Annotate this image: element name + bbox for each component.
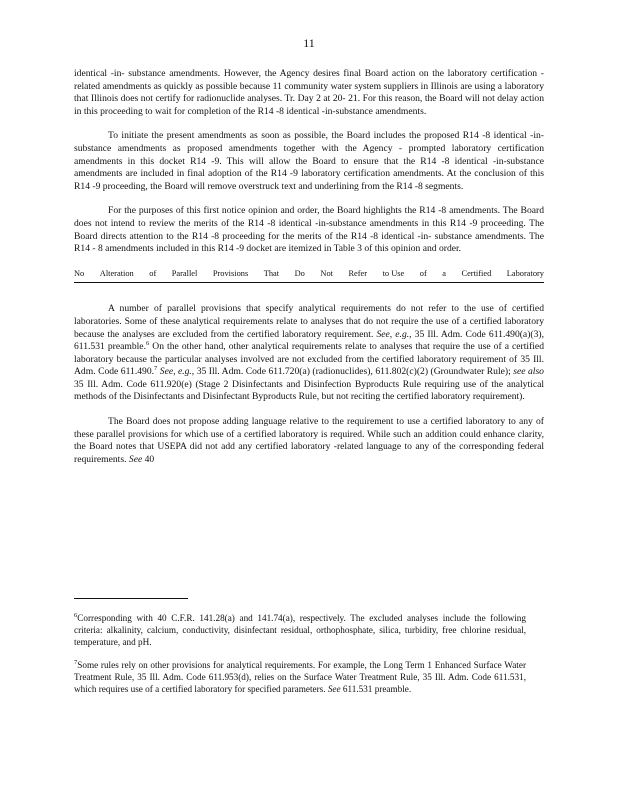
footnote-number: 6 <box>74 611 78 619</box>
footnote-separator <box>74 598 188 599</box>
citation-signal: see also <box>513 366 544 378</box>
paragraph-first-notice-purposes: For the purposes of this first notice opinion and order, the Board highlights the R14 -8 amendments. The Board does not intend to review the merits of the R14 -8 identical -in-substance amendments in this R14 -9 proceeding. The Board directs attention to the R14 -8 proceeding for the merits of the R14 -8 identical -in- substance amendments. The R14 - 8 amendments included in this R14 -9 docket are itemized in Table 3 of this opinion and order. <box>74 205 544 255</box>
heading-word: of <box>149 268 157 278</box>
heading-word: Provisions <box>212 268 249 278</box>
paragraph-text: The Board does not propose adding language relative to the requirement to use a certified laboratory to any of these parallel provisions for which use of a certified laboratory is required. While such an addition could enhance clarity, the Board notes that USEPA did not add any certified laboratory -related language to any of the corresponding federal requirements. <box>74 416 544 465</box>
heading-word: to Use <box>382 268 405 278</box>
footnote-ref-7[interactable]: 7 <box>154 365 158 373</box>
citation-text: 35 Ill. Adm. Code 611.490(a)(3), 611.531 preamble. <box>74 328 544 353</box>
heading-word: Certified <box>461 268 492 278</box>
paragraph-text: A number of parallel provisions that specify analytical requirements do not refer to the use of certified laboratories. Some of these analytical requirements relate to analyses that do not require the use of a certified laboratory because the analyses are excluded from the certified laboratory requirement. <box>74 303 544 340</box>
footnote-7 <box>74 659 526 696</box>
section-heading <box>74 268 544 284</box>
heading-word: a <box>442 268 446 278</box>
citation-signal: See, e.g., <box>159 366 195 378</box>
heading-word: Not <box>320 268 333 278</box>
citation-signal: See <box>327 684 341 695</box>
heading-word: No <box>74 268 85 278</box>
footnotes <box>74 612 526 705</box>
citation-text: 611.531 preamble. <box>342 684 412 695</box>
heading-word: Alteration <box>99 268 134 278</box>
footnote-text: Some rules rely on other provisions for analytical requirements. For example, the Long Term 1 Enhanced Surface Water Treatment Rule, 35 Ill. Adm. Code 611.953(d), relies on the Surface Water Treatment Rule, 35 Ill. Adm. Code 611.531, which requires use of a certified laboratory for specified parameters. <box>74 659 526 695</box>
heading-word: Refer <box>348 268 368 278</box>
body-text <box>74 68 544 478</box>
footnote-6 <box>74 612 526 649</box>
heading-word: That <box>263 268 280 278</box>
page-number: 11 <box>303 36 315 50</box>
footnote-text: Corresponding with 40 C.F.R. 141.28(a) and 141.74(a), respectively. The excluded analyses include the following criteria: alkalinity, calcium, conductivity, disinfectant residual, orthophosphate, silica, turbidity, free chlorine residual, temperature, and pH. <box>74 613 526 648</box>
citation-text: 40 <box>144 453 155 465</box>
citation-signal: See, e.g., <box>376 328 412 340</box>
footnote-ref-6[interactable]: 6 <box>145 339 150 347</box>
heading-word: of <box>419 268 427 278</box>
citation-text: 35 Ill. Adm. Code 611.920(e) (Stage 2 Disinfectants and Disinfection Byproducts Rule requiring use of the analytical methods of the Disinfectants and Disinfectant Byproducts Rule, but not reciting the certified laboratory requirement). <box>74 378 544 403</box>
citation-text: 35 Ill. Adm. Code 611.720(a) (radionuclides), 611.802(c)(2) (Groundwater Rule); <box>196 366 511 378</box>
paragraph-text: On the other hand, other analytical requirements relate to analyses that require the use of a certified laboratory because the particular analyses involved are not excluded from the certified laboratory requirement of 35 Ill. Adm. Code 611.490. <box>74 341 544 378</box>
footnote-number: 7 <box>74 658 78 666</box>
heading-word: Do <box>294 268 305 278</box>
heading-word: Parallel <box>171 268 198 278</box>
paragraph-initiate-amendments: To initiate the present amendments as soon as possible, the Board includes the proposed R14 -8 identical -in-substance amendments as proposed amendments together with the Agency - prompted laboratory certification amendments in this docket R14 -9. This will allow the Board to ensure that the R14 -8 identical -in-substance amendments are included in final adoption of the R14 -9 laboratory certification amendments. At the conclusion of this R14 -9 proceeding, the Board will remove overstruck text and underlining from the R14 -8 segments. <box>74 130 544 192</box>
paragraph-continuation: identical -in- substance amendments. However, the Agency desires final Board action on the laboratory certification -related amendments as quickly as possible because 11 community water system suppliers in Illinois are using a laboratory that Illinois does not certify for radionuclide analyses. Tr. Day 2 at 20- 21. For this reason, the Board will not delay action in this proceeding to wait for completion of the R14 -8 identical -in-substance amendments. <box>74 68 544 117</box>
citation-signal: See <box>128 453 143 465</box>
paragraph-parallel-provisions <box>74 303 544 404</box>
paragraph-no-added-language <box>74 416 544 466</box>
heading-word: Laboratory <box>506 268 544 278</box>
